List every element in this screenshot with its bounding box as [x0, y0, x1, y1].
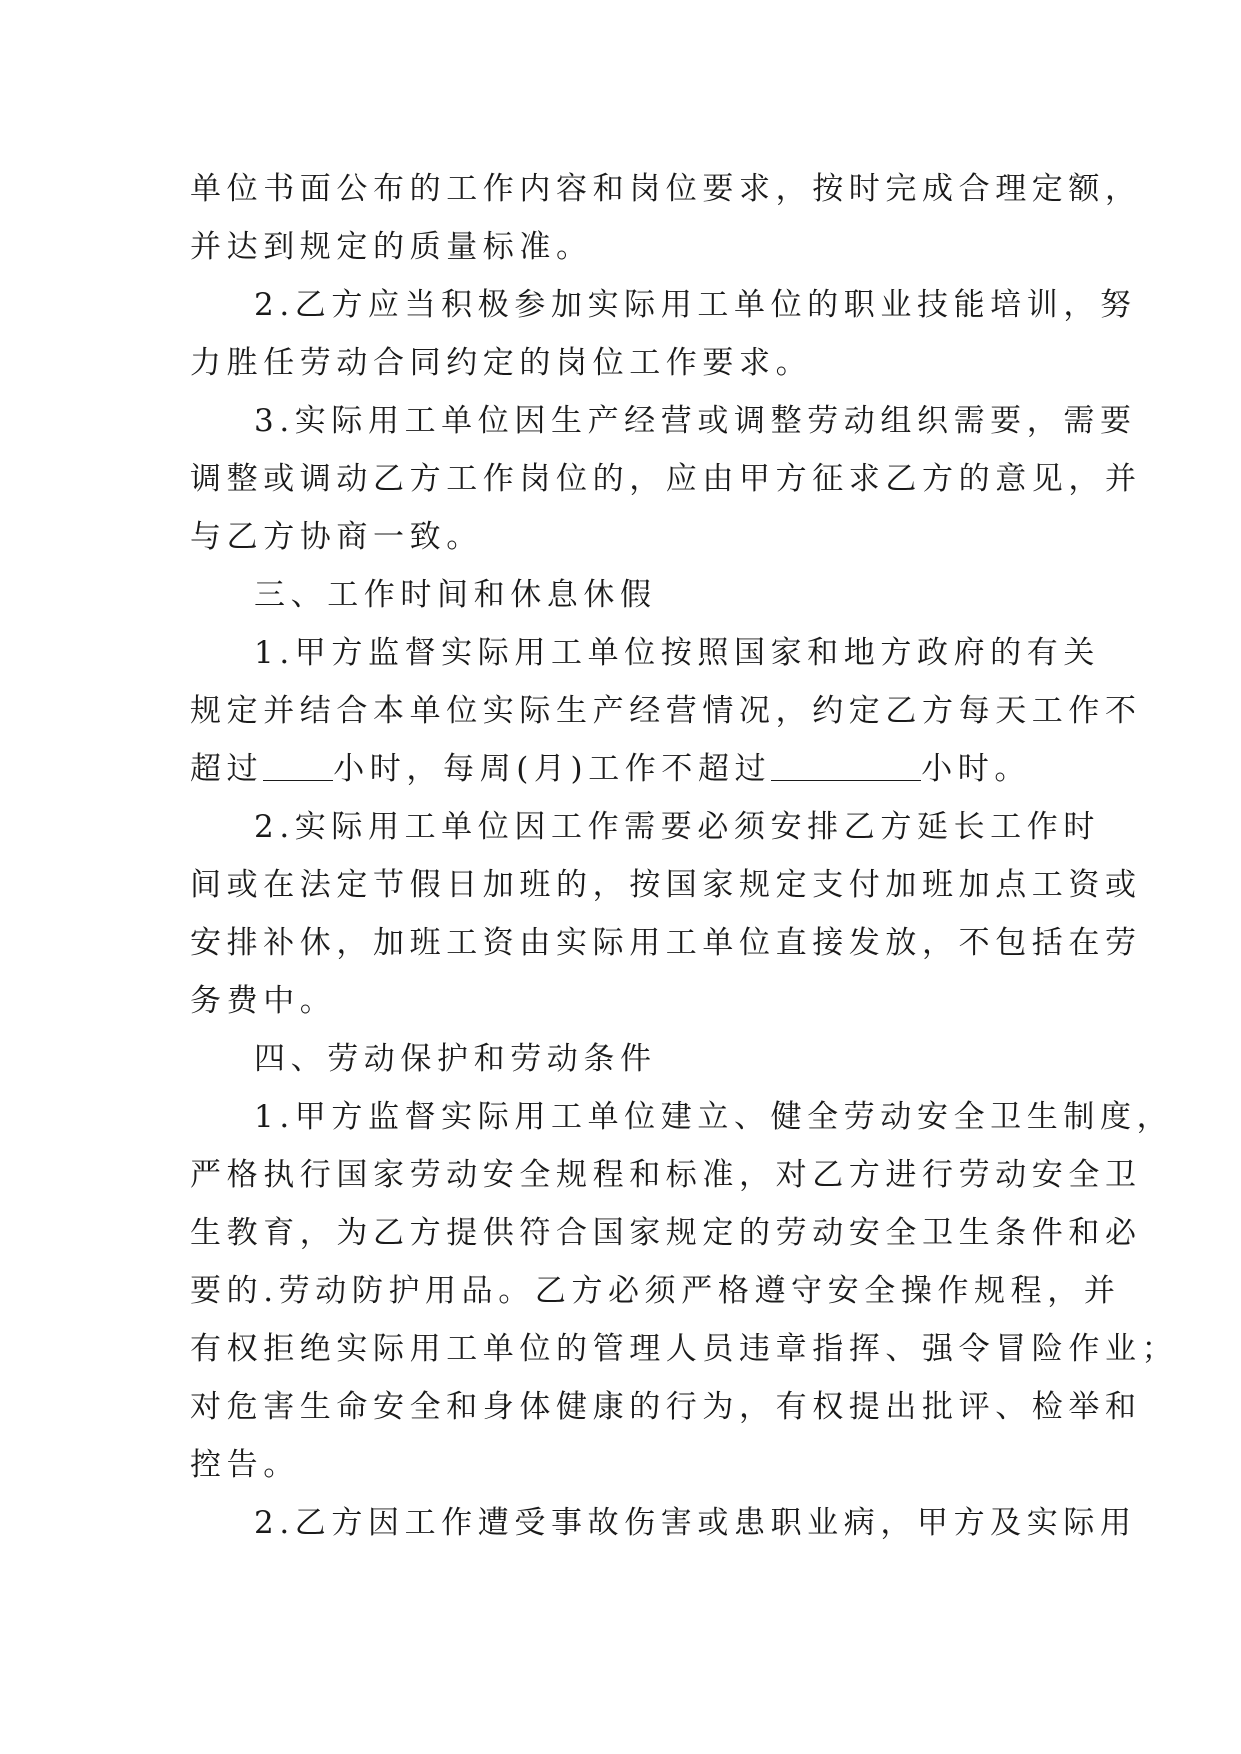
text-fragment: 小时，每周(月)工作不超过 [333, 751, 772, 787]
text-line: 生教育，为乙方提供符合国家规定的劳动安全卫生条件和必 [190, 1215, 1142, 1251]
text-line: 务费中。 [190, 983, 337, 1019]
text-line: 规定并结合本单位实际生产经营情况，约定乙方每天工作不 [190, 693, 1142, 729]
text-line: 调整或调动乙方工作岗位的，应由甲方征求乙方的意见，并 [190, 461, 1142, 497]
paragraph-work-hours-2 [190, 798, 1142, 1030]
weekly-hours-blank[interactable] [771, 750, 921, 781]
text-fragment: 小时。 [921, 751, 1032, 787]
text-line: 并达到规定的质量标准。 [190, 229, 593, 265]
text-line: 1.甲方监督实际用工单位按照国家和地方政府的有关 [254, 635, 1100, 671]
text-line: 1.甲方监督实际用工单位建立、健全劳动安全卫生制度， [254, 1099, 1174, 1135]
text-line: 安排补休，加班工资由实际用工单位直接发放，不包括在劳 [190, 925, 1142, 961]
text-line: 单位书面公布的工作内容和岗位要求，按时完成合理定额， [190, 171, 1142, 207]
fill-in-line [190, 740, 1070, 798]
text-line: 严格执行国家劳动安全规程和标准，对乙方进行劳动安全卫 [190, 1157, 1142, 1193]
text-line: 与乙方协商一致。 [190, 519, 483, 555]
paragraph-labor-protection-1 [190, 1088, 1179, 1494]
daily-hours-blank[interactable] [263, 750, 333, 781]
paragraph-work-hours-1 [190, 624, 1142, 798]
text-line: 控告。 [190, 1447, 300, 1483]
text-line: 3.实际用工单位因生产经营或调整劳动组织需要，需要 [254, 403, 1137, 439]
text-line: 间或在法定节假日加班的，按国家规定支付加班加点工资或 [190, 867, 1142, 903]
document-body [190, 160, 1179, 1552]
paragraph-continuation [190, 160, 1142, 276]
section-heading-labor-protection [190, 1030, 1070, 1088]
paragraph-item-3 [190, 392, 1142, 566]
text-line: 2.实际用工单位因工作需要必须安排乙方延长工作时 [254, 809, 1100, 845]
section-heading-work-hours [190, 566, 1070, 624]
text-line: 2.乙方应当积极参加实际用工单位的职业技能培训，努 [254, 287, 1137, 323]
section-heading-text: 三、工作时间和休息休假 [254, 577, 657, 613]
text-fragment: 超过 [190, 751, 264, 787]
paragraph-labor-protection-2 [190, 1494, 1137, 1552]
section-heading-text: 四、劳动保护和劳动条件 [254, 1041, 657, 1077]
text-line: 对危害生命安全和身体健康的行为，有权提出批评、检举和 [190, 1389, 1142, 1425]
text-line: 力胜任劳动合同约定的岗位工作要求。 [190, 345, 813, 381]
paragraph-item-2 [190, 276, 1137, 392]
text-line: 要的.劳动防护用品。乙方必须严格遵守安全操作规程，并 [190, 1273, 1121, 1309]
text-line: 2.乙方因工作遭受事故伤害或患职业病，甲方及实际用 [254, 1505, 1137, 1541]
text-line: 有权拒绝实际用工单位的管理人员违章指挥、强令冒险作业； [190, 1331, 1179, 1367]
